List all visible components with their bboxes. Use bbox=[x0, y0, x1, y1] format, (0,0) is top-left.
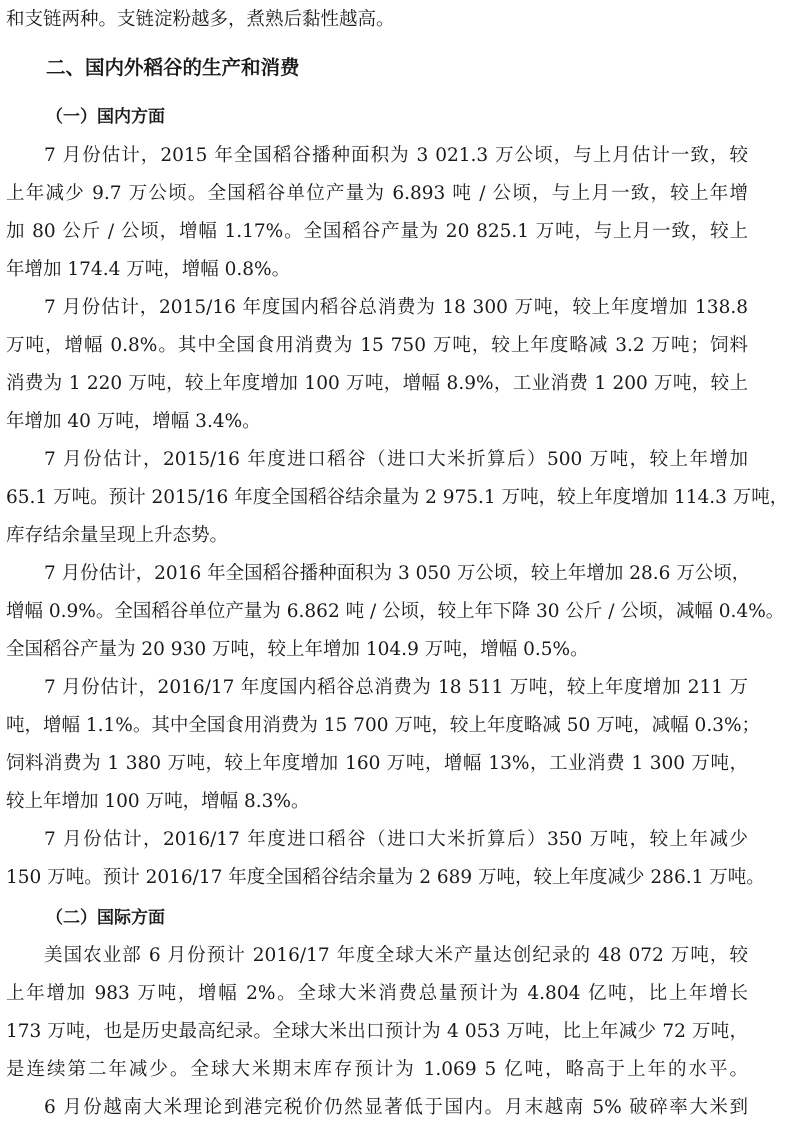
paragraph-line: 7 月份估计，2016 年全国稻谷播种面积为 3 050 万公顷，较上年增加 28.6 万公顷， bbox=[44, 563, 751, 584]
paragraph-line: 7 月份估计，2015/16 年度进口稻谷（进口大米折算后）500 万吨，较上年增加 bbox=[44, 449, 748, 470]
paragraph-line: 7 月份估计，2015/16 年度国内稻谷总消费为 18 300 万吨，较上年度增加 138.8 bbox=[44, 297, 748, 318]
paragraph-line: 万吨，增幅 0.8%。其中全国食用消费为 15 750 万吨，较上年度略减 3.2 万吨；饲料 bbox=[6, 335, 748, 356]
paragraph-line: 年增加 174.4 万吨，增幅 0.8%。 bbox=[6, 259, 291, 280]
paragraph-line: 库存结余量呈现上升态势。 bbox=[6, 525, 229, 546]
paragraph-line: 173 万吨，也是历史最高纪录。全球大米出口预计为 4 053 万吨，比上年减少 72 万吨， bbox=[6, 1021, 748, 1042]
paragraph-line: 加 80 公斤 / 公顷，增幅 1.17%。全国稻谷产量为 20 825.1 万吨，与上月一致，较上 bbox=[6, 221, 748, 242]
paragraph-line: 饲料消费为 1 380 万吨，较上年度增加 160 万吨，增幅 13%，工业消费 1 300 万吨， bbox=[6, 753, 748, 774]
paragraph-line: 较上年增加 100 万吨，增幅 8.3%。 bbox=[6, 791, 310, 812]
paragraph-line: 吨，增幅 1.1%。其中全国食用消费为 15 700 万吨，较上年度略减 50 万吨，减幅 0.3%； bbox=[6, 715, 761, 736]
paragraph-line: 上年减少 9.7 万公顷。全国稻谷单位产量为 6.893 吨 / 公顷，与上月一致，较上年增 bbox=[6, 183, 748, 204]
paragraph-line: 年增加 40 万吨，增幅 3.4%。 bbox=[6, 411, 261, 432]
paragraph-line: 和支链两种。支链淀粉越多，煮熟后黏性越高。 bbox=[6, 9, 395, 30]
subsection-heading: （二）国际方面 bbox=[46, 908, 165, 928]
subsection-heading: （一）国内方面 bbox=[46, 107, 165, 127]
paragraph-line: 增幅 0.9%。全国稻谷单位产量为 6.862 吨 / 公顷，较上年下降 30 公斤 / 公顷，减幅 0.4%。 bbox=[6, 601, 785, 622]
paragraph-line: 150 万吨。预计 2016/17 年度全国稻谷结余量为 2 689 万吨，较上年度减少 286.1 万吨。 bbox=[6, 867, 765, 888]
paragraph-line: 7 月份估计，2015 年全国稻谷播种面积为 3 021.3 万公顷，与上月估计一致，较 bbox=[44, 145, 748, 166]
paragraph-line: 是连续第二年减少。全球大米期末库存预计为 1.069 5 亿吨，略高于上年的水平。 bbox=[6, 1059, 748, 1080]
paragraph-line: 全国稻谷产量为 20 930 万吨，较上年增加 104.9 万吨，增幅 0.5%。 bbox=[6, 639, 589, 660]
paragraph-line: 上年增加 983 万吨，增幅 2%。全球大米消费总量预计为 4.804 亿吨，比上年增长 bbox=[6, 983, 748, 1004]
paragraph-line: 美国农业部 6 月份预计 2016/17 年度全球大米产量达创纪录的 48 072 万吨，较 bbox=[44, 945, 748, 966]
section-heading: 二、国内外稻谷的生产和消费 bbox=[46, 56, 300, 79]
paragraph-line: 7 月份估计，2016/17 年度进口稻谷（进口大米折算后）350 万吨，较上年减少 bbox=[44, 829, 748, 850]
paragraph-line: 7 月份估计，2016/17 年度国内稻谷总消费为 18 511 万吨，较上年度增加 211 万 bbox=[44, 677, 748, 698]
paragraph-line: 消费为 1 220 万吨，较上年度增加 100 万吨，增幅 8.9%，工业消费 1 200 万吨，较上 bbox=[6, 373, 748, 394]
paragraph-line: 65.1 万吨。预计 2015/16 年度全国稻谷结余量为 2 975.1 万吨，较上年度增加 114.3 万吨， bbox=[6, 487, 788, 508]
paragraph-line: 6 月份越南大米理论到港完税价仍然显著低于国内。月末越南 5% 破碎率大米到 bbox=[44, 1097, 748, 1118]
